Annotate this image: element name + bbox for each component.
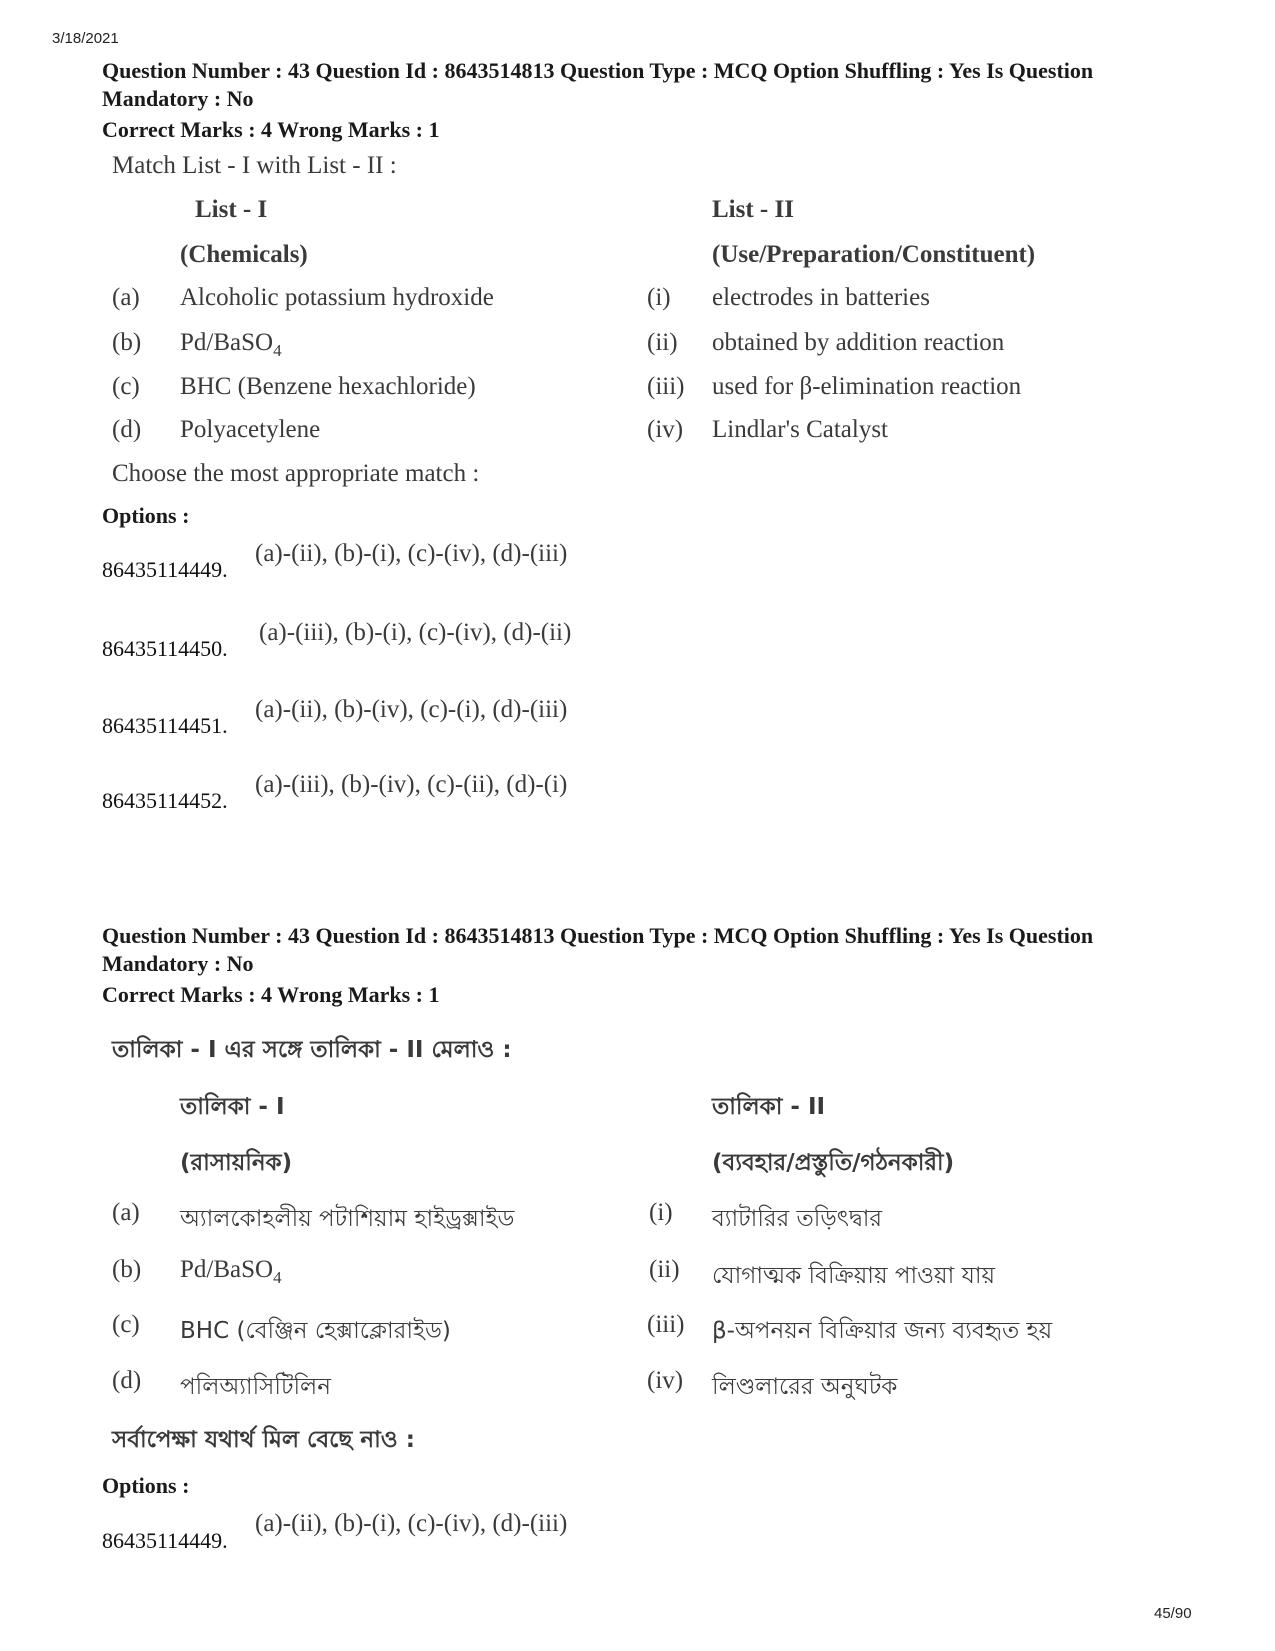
list2-item: Lindlar's Catalyst [712,416,889,443]
formula-text: Pd/BaSO [180,1256,274,1283]
marks-line: Correct Marks : 4 Wrong Marks : 1 [102,982,440,1007]
instruction: সর্বাপেক্ষা যথার্থ মিল বেছে নাও : [112,1427,415,1453]
row-label: (b) [112,1256,142,1283]
row-label: (ii) [649,1256,680,1283]
list1-item: BHC (বেঞ্জিন হেক্সাক্লোরাইড) [180,1318,451,1344]
question-header: Question Number : 43 Question Id : 8643514813 Question Type : MCQ Option Shuffling : Yes Is Question Mandatory : No [102,923,1094,976]
formula-subscript: 4 [273,1268,282,1287]
marks-line: Correct Marks : 4 Wrong Marks : 1 [102,117,440,142]
list2-item: ব্যাটারির তড়িৎদ্বার [712,1206,883,1232]
list2-subtitle: (Use/Preparation/Constituent) [712,241,1036,268]
option-text: (a)-(ii), (b)-(iv), (c)-(i), (d)-(iii) [255,696,568,723]
option-id: 86435114451. [102,713,228,738]
row-label: (iv) [647,1367,684,1394]
option-id: 86435114452. [102,788,228,813]
options-label: Options : [102,503,190,528]
row-label: (c) [112,373,140,400]
option-id: 86435114449. [102,1528,228,1553]
row-label: (iii) [647,1311,685,1338]
list1-item: BHC (Benzene hexachloride) [180,373,476,400]
list2-item: লিণ্ডলারের অনুঘটক [712,1374,898,1400]
instruction: Choose the most appropriate match : [112,460,480,487]
list1-item [180,329,282,361]
print-date: 3/18/2021 [52,30,119,47]
list2-subtitle: (ব্যবহার/প্রস্তুতি/গঠনকারী) [712,1150,955,1176]
page-number: 45/90 [1154,1605,1192,1622]
list1-item: Polyacetylene [180,416,321,443]
question-prompt: Match List - I with List - II : [112,152,397,179]
question-prompt: তালিকা - I এর সঙ্গে তালিকা - II মেলাও : [112,1037,512,1063]
list2-item: electrodes in batteries [712,284,930,311]
row-label: (iii) [647,373,685,400]
list1-item: পলিঅ্যাসিটিলিন [180,1374,331,1400]
option-text: (a)-(iii), (b)-(iv), (c)-(ii), (d)-(i) [255,771,568,798]
row-label: (a) [112,1199,140,1226]
row-label: (b) [112,329,142,356]
row-label: (iv) [647,416,684,443]
row-label: (c) [112,1311,140,1338]
question-header: Question Number : 43 Question Id : 8643514813 Question Type : MCQ Option Shuffling : Yes Is Question Mandatory : No [102,58,1094,111]
list2-item: obtained by addition reaction [712,329,1005,356]
row-label: (i) [649,1199,673,1226]
list1-subtitle: (রাসায়নিক) [180,1150,293,1176]
row-label: (i) [647,284,671,311]
option-text: (a)-(iii), (b)-(i), (c)-(iv), (d)-(ii) [259,619,572,646]
list1-item: Alcoholic potassium hydroxide [180,284,494,311]
list1-title: List - I [195,196,268,223]
row-label: (d) [112,416,142,443]
list2-title: List - II [712,196,794,223]
option-id: 86435114449. [102,557,228,582]
options-label: Options : [102,1473,190,1498]
option-id: 86435114450. [102,636,228,661]
list2-item: used for β-elimination reaction [712,373,1022,400]
list2-title: তালিকা - II [712,1094,826,1120]
row-label: (a) [112,284,140,311]
option-text: (a)-(ii), (b)-(i), (c)-(iv), (d)-(iii) [255,1510,568,1537]
formula-subscript: 4 [273,341,282,360]
list2-item: β-অপনয়ন বিক্রিয়ার জন্য ব্যবহৃত হয় [712,1318,1053,1344]
list1-item [180,1256,282,1288]
formula-text: Pd/BaSO [180,329,274,356]
option-text: (a)-(ii), (b)-(i), (c)-(iv), (d)-(iii) [255,540,568,567]
row-label: (ii) [647,329,678,356]
list2-item: যোগাত্মক বিক্রিয়ায় পাওয়া যায় [712,1263,996,1289]
list1-title: তালিকা - I [180,1094,285,1120]
list1-subtitle: (Chemicals) [180,241,308,268]
list1-item: অ্যালকোহলীয় পটাশিয়াম হাইড্রক্সাইড [180,1206,515,1232]
row-label: (d) [112,1367,142,1394]
